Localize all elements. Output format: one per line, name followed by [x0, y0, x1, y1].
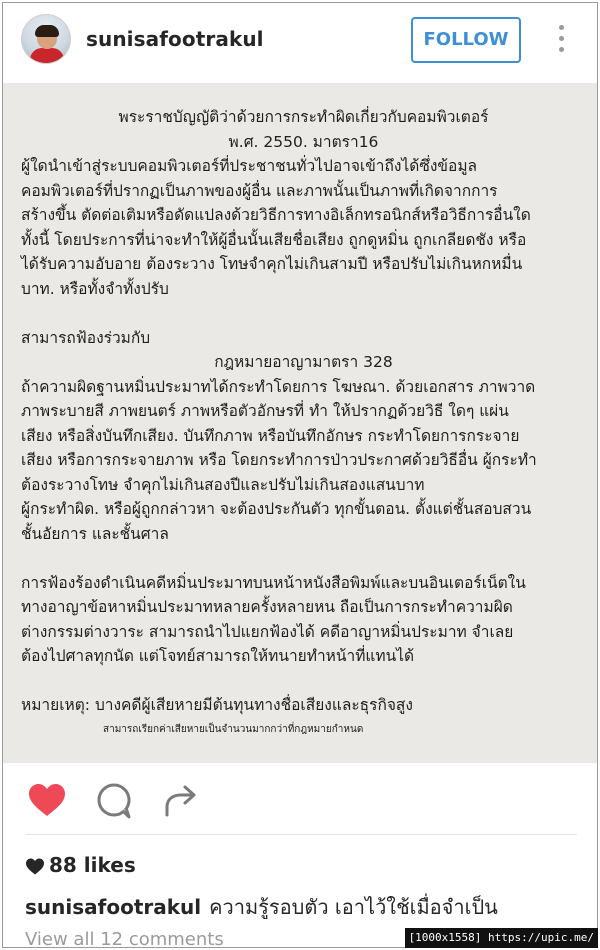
post-text-line: ทั้งนี้ โดยประการที่น่าจะทำให้ผู้อื่นนั้นเสียชื่อเสียง ถูกดูหมิ่น ถูกเกลียดชัง หรือ — [21, 230, 527, 249]
post-text-line: การฟ้องร้องดำเนินคดีหมิ่นประมาทบนหน้าหนังสือพิมพ์และบนอินเตอร์เน็ตใน — [21, 573, 526, 592]
post-text-gap — [21, 669, 586, 694]
divider — [25, 834, 577, 835]
post-header — [3, 3, 598, 83]
share-icon[interactable] — [161, 781, 201, 821]
post-text-line: พ.ศ. 2550. มาตรา16 — [228, 132, 379, 151]
post-text-line: ภาพระบายสี ภาพยนตร์ ภาพหรือตัวอักษรที่ ทำ ให้ปรากฏด้วยวิธี ใดๆ แผ่น — [21, 402, 509, 420]
caption-username[interactable]: sunisafootrakul — [25, 895, 202, 919]
more-options-icon[interactable] — [551, 25, 571, 57]
likes-label: 88 likes — [49, 853, 136, 877]
avatar[interactable] — [21, 14, 71, 64]
heart-icon[interactable] — [27, 781, 67, 821]
post-text-gap — [21, 546, 586, 571]
watermark: [1000x1558] https://upic.me/ — [405, 928, 598, 948]
caption — [25, 891, 498, 923]
username[interactable]: sunisafootrakul — [86, 27, 264, 51]
post-text-gap — [21, 301, 586, 326]
post-text-line: ผู้ใดนำเข้าสู่ระบบคอมพิวเตอร์ที่ประชาชนทั่วไปอาจเข้าถึงได้ซึ่งข้อมูล — [21, 157, 478, 175]
post-text-line: บาท. หรือทั้งจำทั้งปรับ — [21, 279, 169, 298]
post-text-line: ได้รับความอับอาย ต้องระวาง โทษจำคุกไม่เกินสามปี หรือปรับไม่เกินหกหมื่น — [21, 255, 523, 273]
post-text-line: สร้างขึ้น ตัดต่อเติมหรือดัดแปลงด้วยวิธีการทางอิเล็กทรอนิกส์หรือวิธีการอื่นใด — [21, 206, 531, 224]
post-text-line: พระราชบัญญัติว่าด้วยการกระทำผิดเกี่ยวกับคอมพิวเตอร์ — [118, 108, 489, 126]
post-text-line: ชั้นอัยการ และชั้นศาล — [21, 524, 169, 543]
likes-count[interactable] — [25, 853, 136, 881]
view-comments-link[interactable]: View all 12 comments — [25, 929, 224, 948]
post-text-line: สามารถเรียกค่าเสียหายเป็นจำนวนมากกว่าที่กฎหมายกำหนด — [103, 723, 364, 735]
post-text-line: ถ้าความผิดฐานหมิ่นประมาทได้กระทำโดยการ โฆษณา. ด้วยเอกสาร ภาพวาด — [21, 377, 536, 396]
post-text-line: เสียง หรือสิ่งบันทึกเสียง. บันทึกภาพ หรือบันทึกอักษร กระทำโดยการกระจาย — [21, 426, 520, 445]
post-card — [2, 2, 598, 948]
heart-small-icon — [25, 857, 45, 877]
post-text-line: ต่างกรรมต่างวาระ สามารถนำไปแยกฟ้องได้ คดีอาญาหมิ่นประมาท จำเลย — [21, 622, 514, 641]
post-text-line: เสียง หรือการกระจายภาพ หรือ โดยกระทำการป่าวประกาศด้วยวิธีอื่น ผู้กระทำ — [21, 451, 537, 469]
post-text-line: ต้องไปศาลทุกนัด แต่โจทย์สามารถให้ทนายทำหน้าที่แทนได้ — [21, 647, 415, 665]
post-text-line: ทางอาญาข้อหาหมิ่นประมาทหลายครั้งหลายหน ถือเป็นการกระทำความผิด — [21, 598, 513, 616]
caption-text: ความรู้รอบตัว เอาไว้ใช้เมื่อจำเป็น — [209, 895, 498, 919]
comment-icon[interactable] — [95, 781, 135, 821]
post-image-text — [21, 105, 586, 742]
post-text-line: ผู้กระทำผิด. หรือผู้ถูกกล่าวหา จะต้องประกันตัว ทุกขั้นตอน. ตั้งแต่ชั้นสอบสวน — [21, 500, 532, 518]
post-text-line: กฎหมายอาญามาตรา 328 — [214, 353, 393, 371]
post-text-line: หมายเหตุ: บางคดีผู้เสียหายมีต้นทุนทางชื่อเสียงและธุรกิจสูง — [21, 696, 413, 714]
post-image — [3, 83, 598, 763]
follow-button[interactable]: FOLLOW — [411, 17, 521, 63]
post-text-line: ต้องระวางโทษ จำคุกไม่เกินสองปีและปรับไม่เกินสองแสนบาท — [21, 475, 425, 494]
post-text-line: สามารถฟ้องร่วมกับ — [21, 328, 151, 347]
post-text-line: คอมพิวเตอร์ที่ปรากฏเป็นภาพของผู้อื่น และภาพนั้นเป็นภาพที่เกิดจากการ — [21, 181, 498, 200]
action-bar — [3, 763, 598, 835]
